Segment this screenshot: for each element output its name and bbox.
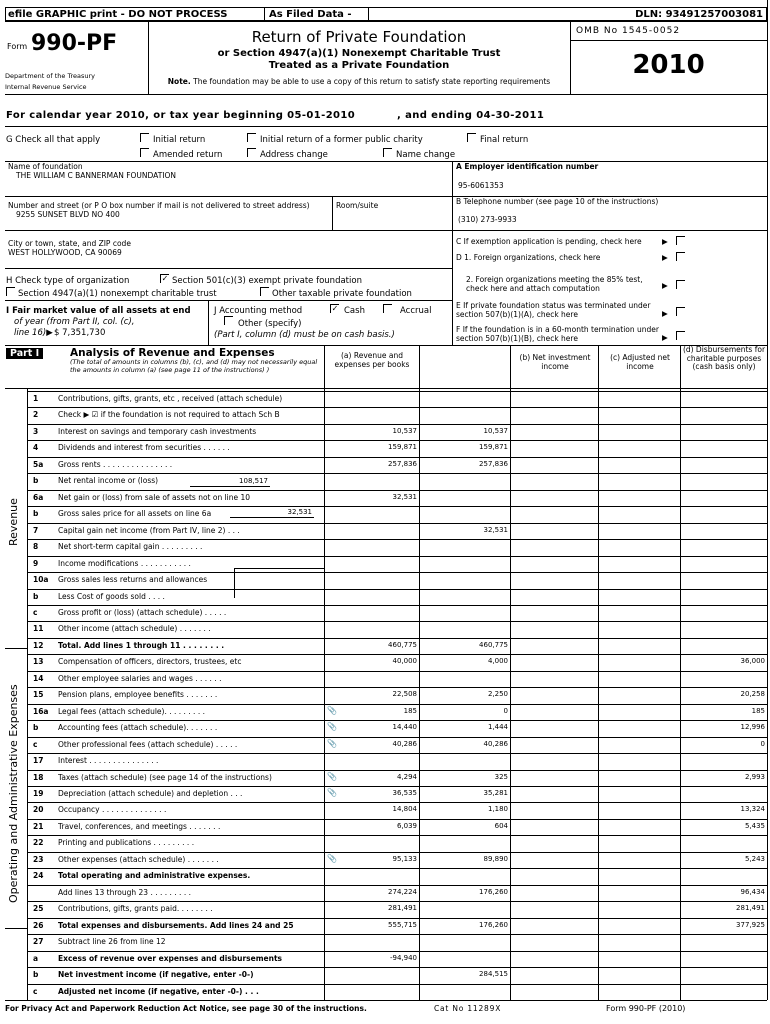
dept-treasury: Department of the Treasury <box>5 72 96 80</box>
row-number: 19 <box>33 789 44 798</box>
other-taxable-checkbox[interactable] <box>260 287 269 296</box>
ein-label: A Employer identification number <box>456 162 599 171</box>
col-b-value: 604 <box>494 822 508 830</box>
row-label: Other income (attach schedule) . . . . . . . <box>58 624 211 633</box>
col-b-value: 284,515 <box>479 970 508 978</box>
row-number: 5a <box>33 460 44 469</box>
net-rental-box <box>190 477 270 487</box>
part1-badge: Part I <box>6 348 43 359</box>
row-label: Adjusted net income (if negative, enter -0-) . . . <box>58 987 259 996</box>
street-value: 9255 SUNSET BLVD NO 400 <box>16 210 120 219</box>
col-a-value: 95,133 <box>392 855 417 863</box>
calendar-ending: , and ending 04-30-2011 <box>397 110 545 121</box>
foreign-85-checkbox[interactable] <box>676 280 685 289</box>
initial-return-former-checkbox[interactable] <box>247 133 256 142</box>
row-label: Other professional fees (attach schedule) . . . . . <box>58 740 238 749</box>
row-label: Interest . . . . . . . . . . . . . . . <box>58 756 159 765</box>
row-number: 8 <box>33 542 39 551</box>
section-g-label: G Check all that apply <box>6 135 101 145</box>
col-d-value: 12,996 <box>740 723 765 731</box>
col-a-value: 10,537 <box>392 427 417 435</box>
row-number: 2 <box>33 410 39 419</box>
col-b-value: 1,180 <box>487 805 508 813</box>
col-b-value: 10,537 <box>483 427 508 435</box>
arrow-c: ▶ <box>662 237 668 246</box>
col-d-value: 2,993 <box>744 773 765 781</box>
row-number: b <box>33 723 39 732</box>
row-label: Subtract line 26 from line 12 <box>58 937 166 946</box>
row-label: Occupancy . . . . . . . . . . . . . . <box>58 805 167 814</box>
col-d-value: 377,925 <box>736 921 765 929</box>
name-change-label: Name change <box>396 150 456 160</box>
row-number: b <box>33 970 39 979</box>
row-number: 26 <box>33 921 44 930</box>
row-label: Other employee salaries and wages . . . . . . <box>58 674 222 683</box>
gross-sales-less-box <box>234 568 324 598</box>
col-b-value: 460,775 <box>479 641 508 649</box>
col-b-value: 35,281 <box>483 789 508 797</box>
col-b-value: 0 <box>503 707 508 715</box>
row-number: 25 <box>33 904 44 913</box>
phone-label: B Telephone number (see page 10 of the instructions) <box>456 197 659 206</box>
col-d-value: 13,324 <box>740 805 765 813</box>
col-d-value: 20,258 <box>740 690 765 698</box>
col-a-value: 14,804 <box>392 805 417 813</box>
row-label: Printing and publications . . . . . . . . . <box>58 838 195 847</box>
row-number: 21 <box>33 822 44 831</box>
col-a-value: 257,836 <box>388 460 417 468</box>
terminated-a-checkbox[interactable] <box>676 307 685 316</box>
row-number: 23 <box>33 855 44 864</box>
col-a-value: 6,039 <box>396 822 417 830</box>
tax-year: 2010 <box>632 50 705 80</box>
col-d-value: 36,000 <box>740 657 765 665</box>
attachment-icon[interactable]: 📎 <box>327 706 337 715</box>
omb-number: OMB No 1545-0052 <box>576 26 681 36</box>
header-bar <box>5 7 767 21</box>
revenue-side-label: Revenue <box>7 498 20 546</box>
privacy-notice: For Privacy Act and Paperwork Reduction Act Notice, see page 30 of the instructions. <box>5 1004 367 1013</box>
col-d-value: 281,491 <box>736 904 765 912</box>
arrow-d1: ▶ <box>662 253 668 262</box>
arrow-f: ▶ <box>662 333 668 342</box>
dept-irs: Internal Revenue Service <box>5 83 87 91</box>
col-a-header: (a) Revenue and expenses per books <box>334 351 410 369</box>
row-label: Net gain or (loss) from sale of assets not on line 10 <box>58 493 251 502</box>
col-b-value: 176,260 <box>479 921 508 929</box>
room-suite-label: Room/suite <box>336 201 379 210</box>
cat-number: Cat No 11289X <box>434 1004 502 1013</box>
row-number: b <box>33 592 39 601</box>
row-number: 4 <box>33 443 39 452</box>
part1-title: Analysis of Revenue and Expenses <box>70 347 275 359</box>
row-label: Compensation of officers, directors, trustees, etc <box>58 657 242 666</box>
col-b-value: 176,260 <box>479 888 508 896</box>
section-i-line2: of year (from Part II, col. (c), <box>14 317 135 327</box>
col-b-value: 4,000 <box>487 657 508 665</box>
termination-60-label: F If the foundation is in a 60-month termination under section 507(b)(1)(B), check here <box>456 326 659 343</box>
row-label: Contributions, gifts, grants paid. . . . . . . . <box>58 904 213 913</box>
row-label: Taxes (attach schedule) (see page 14 of the instructions) <box>58 773 272 782</box>
initial-return-checkbox[interactable] <box>140 133 149 142</box>
row-label: Net rental income or (loss) <box>58 476 159 485</box>
col-d-header: (d) Disbursements for charitable purposes (cash basis only) <box>682 345 766 372</box>
row-label: Add lines 13 through 23 . . . . . . . . . <box>58 888 191 897</box>
col-b-value: 1,444 <box>487 723 508 731</box>
col-a-value: 36,535 <box>392 789 417 797</box>
col-b-value: 257,836 <box>479 460 508 468</box>
row-label: Excess of revenue over expenses and disbursements <box>58 954 283 963</box>
gross-sales-value: 32,531 <box>287 508 312 516</box>
col-a-value: 159,871 <box>388 443 417 451</box>
expenses-side-label: Operating and Administrative Expenses <box>7 684 20 903</box>
other-taxable-label: Other taxable private foundation <box>272 289 412 299</box>
col-b-value: 2,250 <box>487 690 508 698</box>
terminated-a-label: E If private foundation status was terminated under section 507(b)(1)(A), check here <box>456 301 651 319</box>
row-label: Gross sales price for all assets on line 6a <box>58 509 212 518</box>
row-label: Total expenses and disbursements. Add lines 24 and 25 <box>58 921 294 930</box>
row-number: c <box>33 608 38 617</box>
row-label: Income modifications . . . . . . . . . . . <box>58 559 191 568</box>
col-a-value: 22,508 <box>392 690 417 698</box>
row-number: 20 <box>33 805 44 814</box>
form-prefix: Form <box>7 42 28 51</box>
col-b-header: (b) Net investment income <box>519 353 591 371</box>
row-label: Gross rents . . . . . . . . . . . . . . . <box>58 460 173 469</box>
col-c-header: (c) Adjusted net income <box>610 353 670 371</box>
col-d-value: 96,434 <box>740 888 765 896</box>
col-d-value: 5,243 <box>744 855 765 863</box>
col-a-value: -94,940 <box>389 954 417 962</box>
row-number: 3 <box>33 427 39 436</box>
row-number: c <box>33 740 38 749</box>
form-title: Return of Private Foundation <box>251 28 467 46</box>
form-number: 990-PF <box>31 31 118 56</box>
4947-label: Section 4947(a)(1) nonexempt charitable trust <box>18 289 217 299</box>
row-number: 18 <box>33 773 44 782</box>
amended-return-label: Amended return <box>153 150 223 160</box>
form-subtitle-1: or Section 4947(a)(1) Nonexempt Charitable Trust <box>217 48 501 59</box>
4947-checkbox[interactable] <box>6 287 15 296</box>
row-number: 15 <box>33 690 44 699</box>
row-number: 16a <box>33 707 49 716</box>
col-a-value: 32,531 <box>392 493 417 501</box>
foundation-name: THE WILLIAM C BANNERMAN FOUNDATION <box>16 171 177 180</box>
accounting-method-label: J Accounting method <box>214 306 303 316</box>
row-number: 13 <box>33 657 44 666</box>
row-label: Total operating and administrative expenses. <box>58 871 251 880</box>
row-number: 17 <box>33 756 44 765</box>
cash-label: Cash <box>344 306 365 316</box>
row-number: a <box>33 954 39 963</box>
foreign-85-label: 2. Foreign organizations meeting the 85% test, check here and attach computation <box>466 275 643 293</box>
row-number: 22 <box>33 838 44 847</box>
col-a-value: 4,294 <box>396 773 417 781</box>
col-d-value: 0 <box>760 740 765 748</box>
termination-60-checkbox[interactable] <box>676 331 685 340</box>
accrual-label: Accrual <box>400 306 432 316</box>
cash-basis-note: (Part I, column (d) must be on cash basis.) <box>214 330 395 340</box>
address-change-checkbox[interactable] <box>247 148 256 157</box>
other-method-checkbox[interactable] <box>224 316 233 325</box>
row-number: 12 <box>33 641 44 650</box>
name-change-checkbox[interactable] <box>383 148 392 157</box>
initial-return-label: Initial return <box>153 135 206 145</box>
col-a-value: 460,775 <box>388 641 417 649</box>
other-method-label: Other (specify) <box>238 319 302 329</box>
row-label: Net short-term capital gain . . . . . . . . . <box>58 542 203 551</box>
row-label: Contributions, gifts, grants, etc , received (attach schedule) <box>58 394 283 403</box>
row-number: 24 <box>33 871 44 880</box>
row-label: Capital gain net income (from Part IV, line 2) . . . <box>58 526 240 535</box>
foreign-org-checkbox[interactable] <box>676 252 685 261</box>
initial-return-former-label: Initial return of a former public charity <box>260 135 423 145</box>
exemption-pending-label: C If exemption application is pending, check here <box>456 237 642 246</box>
col-b-value: 89,890 <box>483 855 508 863</box>
attachment-icon[interactable]: 📎 <box>327 772 337 781</box>
arrow-e: ▶ <box>662 309 668 318</box>
col-a-value: 185 <box>403 707 417 715</box>
col-b-value: 159,871 <box>479 443 508 451</box>
address-change-label: Address change <box>260 150 328 160</box>
row-label: Net investment income (if negative, enter -0-) <box>58 970 254 979</box>
row-number: 11 <box>33 624 44 633</box>
section-h-label: H Check type of organization <box>6 276 130 286</box>
form-note <box>150 78 568 87</box>
row-number: b <box>33 509 39 518</box>
attachment-icon[interactable]: 📎 <box>327 739 337 748</box>
as-filed-label: As Filed Data - <box>269 9 352 20</box>
row-label: Accounting fees (attach schedule). . . . . . . <box>58 723 218 732</box>
final-return-checkbox[interactable] <box>467 133 476 142</box>
accrual-checkbox[interactable] <box>383 304 392 313</box>
col-a-value: 40,000 <box>392 657 417 665</box>
foreign-org-label: D 1. Foreign organizations, check here <box>456 253 601 262</box>
amended-return-checkbox[interactable] <box>140 148 149 157</box>
row-number: 14 <box>33 674 44 683</box>
part1-description: (The total of amounts in columns (b), (c), and (d) may not necessarily equal the amounts in column (a) (see page 11 of the instructions) ) <box>70 358 318 374</box>
col-b-value: 325 <box>494 773 508 781</box>
row-label: Depreciation (attach schedule) and depletion . . . <box>58 789 243 798</box>
col-d-value: 5,435 <box>744 822 765 830</box>
form-ref-footer: Form 990-PF (2010) <box>606 1004 686 1013</box>
note-text: The foundation may be able to use a copy of this return to satisfy state reporting requirements <box>190 77 551 86</box>
form-subtitle-2: Treated as a Private Foundation <box>268 60 450 71</box>
row-number: 1 <box>33 394 39 403</box>
cash-checkbox[interactable]: ✓ <box>331 304 339 313</box>
attachment-icon[interactable]: 📎 <box>327 722 337 731</box>
row-number: b <box>33 476 39 485</box>
col-d-value: 185 <box>751 707 765 715</box>
ein-value: 95-6061353 <box>458 181 504 190</box>
col-b-value: 40,286 <box>483 740 508 748</box>
street-label: Number and street (or P O box number if mail is not delivered to street address) <box>8 201 310 210</box>
row-label: Total. Add lines 1 through 11 . . . . . . . . <box>58 641 225 650</box>
col-a-value: 274,224 <box>388 888 417 896</box>
foundation-name-label: Name of foundation <box>8 162 83 171</box>
fmv-value: $ 7,351,730 <box>54 328 106 338</box>
col-b-value: 32,531 <box>483 526 508 534</box>
phone-value: (310) 273-9933 <box>458 215 517 224</box>
exemption-pending-checkbox[interactable] <box>676 236 685 245</box>
row-number: 10a <box>33 575 49 584</box>
row-label: Other expenses (attach schedule) . . . . . . . <box>58 855 219 864</box>
501c3-label: Section 501(c)(3) exempt private foundation <box>172 276 362 286</box>
row-label: Check ▶ ☑ if the foundation is not required to attach Sch B <box>58 410 280 419</box>
row-label: Legal fees (attach schedule). . . . . . . . . <box>58 707 205 716</box>
row-number: 7 <box>33 526 39 535</box>
col-a-value: 40,286 <box>392 740 417 748</box>
efile-label: efile GRAPHIC print - DO NOT PROCESS <box>8 9 228 20</box>
row-label: Pension plans, employee benefits . . . . . . . <box>58 690 218 699</box>
calendar-year-line: For calendar year 2010, or tax year beginning 05-01-2010 <box>6 110 356 121</box>
col-a-value: 14,440 <box>392 723 417 731</box>
col-a-value: 555,715 <box>388 921 417 929</box>
city-label: City or town, state, and ZIP code <box>8 239 131 248</box>
col-a-value: 281,491 <box>388 904 417 912</box>
row-label: Travel, conferences, and meetings . . . . . . . <box>58 822 221 831</box>
row-number: 27 <box>33 937 44 946</box>
attachment-icon[interactable]: 📎 <box>327 854 337 863</box>
row-number: 9 <box>33 559 39 568</box>
dln-number: DLN: 93491257003081 <box>635 9 763 20</box>
attachment-icon[interactable]: 📎 <box>327 788 337 797</box>
city-value: WEST HOLLYWOOD, CA 90069 <box>8 248 122 257</box>
final-return-label: Final return <box>480 135 529 145</box>
section-i-line1: I Fair market value of all assets at end <box>6 306 191 316</box>
row-number: 6a <box>33 493 44 502</box>
net-rental-value: 108,517 <box>239 477 268 485</box>
row-label: Gross profit or (loss) (attach schedule) . . . . . <box>58 608 227 617</box>
row-label: Less Cost of goods sold . . . . <box>58 592 165 601</box>
row-number: c <box>33 987 38 996</box>
arrow-d2: ▶ <box>662 281 668 290</box>
row-label: Interest on savings and temporary cash investments <box>58 427 257 436</box>
note-bold: Note. <box>167 77 191 86</box>
row-label: Gross sales less returns and allowances <box>58 575 208 584</box>
gross-sales-box <box>230 508 314 518</box>
row-label: Dividends and interest from securities . . . . . . <box>58 443 230 452</box>
section-i-line3: line 16)▶ <box>14 328 53 338</box>
501c3-checkbox[interactable]: ✓ <box>161 274 169 283</box>
